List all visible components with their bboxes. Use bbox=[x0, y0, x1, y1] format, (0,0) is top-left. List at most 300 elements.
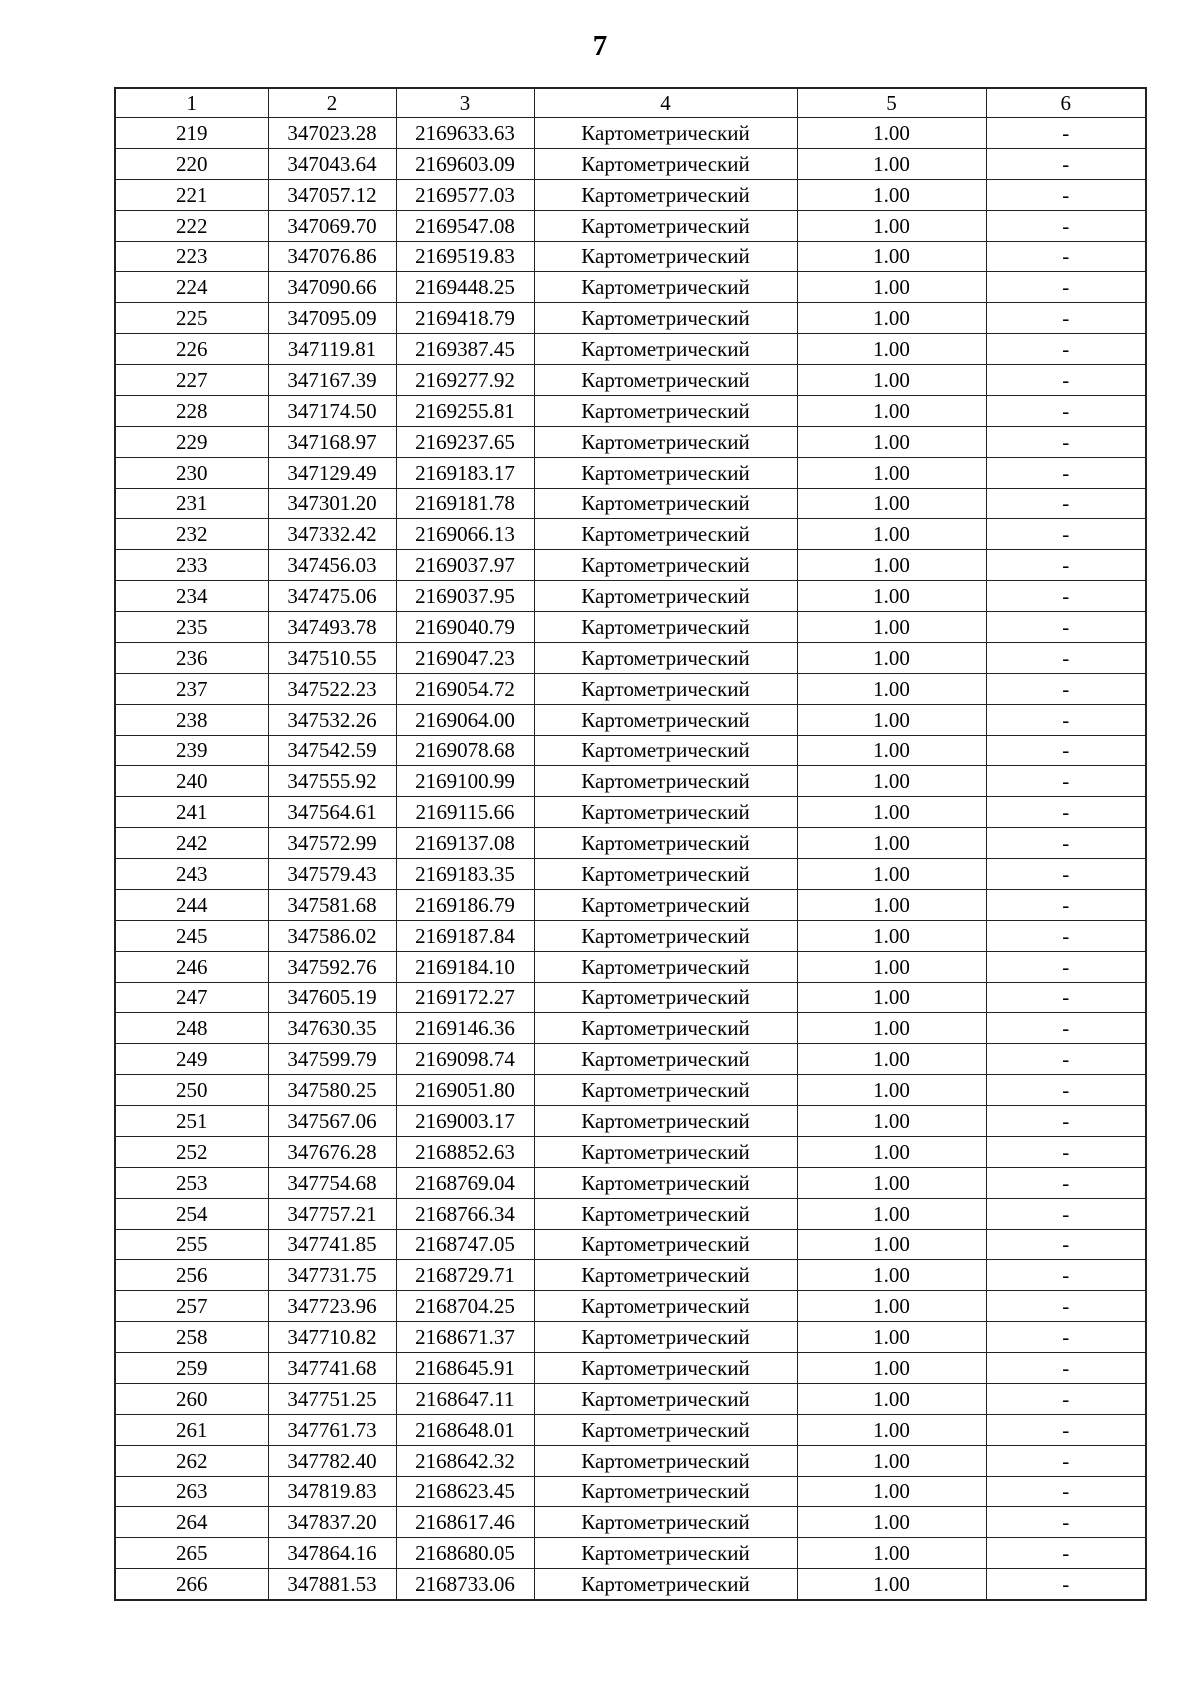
header-cell-col-4: 4 bbox=[534, 88, 797, 118]
cell-method: Картометрический bbox=[534, 797, 797, 828]
table-row bbox=[115, 859, 1146, 890]
cell-method: Картометрический bbox=[534, 581, 797, 612]
cell-point-number: 226 bbox=[115, 334, 268, 365]
cell-coord-y: 2169547.08 bbox=[396, 210, 534, 241]
cell-point-number: 265 bbox=[115, 1538, 268, 1569]
cell-coord-x: 347599.79 bbox=[268, 1044, 396, 1075]
cell-accuracy: 1.00 bbox=[797, 241, 986, 272]
cell-accuracy: 1.00 bbox=[797, 303, 986, 334]
coordinates-table bbox=[114, 87, 1147, 1601]
cell-accuracy: 1.00 bbox=[797, 1167, 986, 1198]
cell-point-number: 237 bbox=[115, 673, 268, 704]
cell-method: Картометрический bbox=[534, 426, 797, 457]
cell-coord-y: 2168623.45 bbox=[396, 1476, 534, 1507]
cell-coord-y: 2169066.13 bbox=[396, 519, 534, 550]
cell-accuracy: 1.00 bbox=[797, 1538, 986, 1569]
cell-note: - bbox=[986, 828, 1146, 859]
cell-note: - bbox=[986, 642, 1146, 673]
cell-method: Картометрический bbox=[534, 673, 797, 704]
table-row bbox=[115, 426, 1146, 457]
cell-note: - bbox=[986, 118, 1146, 149]
table-row bbox=[115, 179, 1146, 210]
cell-accuracy: 1.00 bbox=[797, 1229, 986, 1260]
cell-point-number: 259 bbox=[115, 1353, 268, 1384]
cell-point-number: 223 bbox=[115, 241, 268, 272]
cell-note: - bbox=[986, 241, 1146, 272]
cell-note: - bbox=[986, 951, 1146, 982]
cell-accuracy: 1.00 bbox=[797, 642, 986, 673]
cell-note: - bbox=[986, 982, 1146, 1013]
cell-coord-x: 347741.85 bbox=[268, 1229, 396, 1260]
cell-coord-x: 347761.73 bbox=[268, 1414, 396, 1445]
header-cell-col-6: 6 bbox=[986, 88, 1146, 118]
cell-coord-y: 2169277.92 bbox=[396, 365, 534, 396]
table-row bbox=[115, 1229, 1146, 1260]
cell-method: Картометрический bbox=[534, 1476, 797, 1507]
cell-coord-y: 2169603.09 bbox=[396, 148, 534, 179]
cell-point-number: 249 bbox=[115, 1044, 268, 1075]
cell-coord-y: 2169146.36 bbox=[396, 1013, 534, 1044]
cell-method: Картометрический bbox=[534, 241, 797, 272]
cell-coord-y: 2168680.05 bbox=[396, 1538, 534, 1569]
cell-point-number: 251 bbox=[115, 1106, 268, 1137]
cell-note: - bbox=[986, 179, 1146, 210]
cell-note: - bbox=[986, 1414, 1146, 1445]
cell-coord-x: 347119.81 bbox=[268, 334, 396, 365]
cell-note: - bbox=[986, 1291, 1146, 1322]
cell-accuracy: 1.00 bbox=[797, 519, 986, 550]
cell-method: Картометрический bbox=[534, 210, 797, 241]
cell-coord-y: 2168704.25 bbox=[396, 1291, 534, 1322]
cell-method: Картометрический bbox=[534, 920, 797, 951]
cell-coord-x: 347069.70 bbox=[268, 210, 396, 241]
cell-method: Картометрический bbox=[534, 1383, 797, 1414]
cell-accuracy: 1.00 bbox=[797, 1291, 986, 1322]
cell-accuracy: 1.00 bbox=[797, 704, 986, 735]
table-row bbox=[115, 889, 1146, 920]
cell-method: Картометрический bbox=[534, 1075, 797, 1106]
cell-method: Картометрический bbox=[534, 303, 797, 334]
cell-coord-x: 347572.99 bbox=[268, 828, 396, 859]
cell-coord-x: 347095.09 bbox=[268, 303, 396, 334]
cell-method: Картометрический bbox=[534, 1414, 797, 1445]
header-cell-col-1: 1 bbox=[115, 88, 268, 118]
cell-accuracy: 1.00 bbox=[797, 1507, 986, 1538]
cell-accuracy: 1.00 bbox=[797, 859, 986, 890]
cell-point-number: 256 bbox=[115, 1260, 268, 1291]
cell-coord-x: 347881.53 bbox=[268, 1569, 396, 1600]
header-cell-col-2: 2 bbox=[268, 88, 396, 118]
cell-note: - bbox=[986, 272, 1146, 303]
cell-accuracy: 1.00 bbox=[797, 735, 986, 766]
cell-coord-y: 2168647.11 bbox=[396, 1383, 534, 1414]
cell-note: - bbox=[986, 1476, 1146, 1507]
cell-accuracy: 1.00 bbox=[797, 1414, 986, 1445]
cell-coord-x: 347710.82 bbox=[268, 1322, 396, 1353]
cell-coord-y: 2169187.84 bbox=[396, 920, 534, 951]
cell-coord-x: 347475.06 bbox=[268, 581, 396, 612]
header-cell-col-5: 5 bbox=[797, 88, 986, 118]
cell-coord-y: 2169237.65 bbox=[396, 426, 534, 457]
cell-point-number: 232 bbox=[115, 519, 268, 550]
cell-point-number: 243 bbox=[115, 859, 268, 890]
cell-method: Картометрический bbox=[534, 859, 797, 890]
cell-coord-x: 347605.19 bbox=[268, 982, 396, 1013]
cell-coord-x: 347757.21 bbox=[268, 1198, 396, 1229]
cell-coord-y: 2169098.74 bbox=[396, 1044, 534, 1075]
cell-point-number: 252 bbox=[115, 1136, 268, 1167]
cell-accuracy: 1.00 bbox=[797, 673, 986, 704]
cell-note: - bbox=[986, 1507, 1146, 1538]
cell-method: Картометрический bbox=[534, 118, 797, 149]
cell-note: - bbox=[986, 426, 1146, 457]
cell-accuracy: 1.00 bbox=[797, 1476, 986, 1507]
header-cell-col-3: 3 bbox=[396, 88, 534, 118]
cell-note: - bbox=[986, 920, 1146, 951]
cell-point-number: 219 bbox=[115, 118, 268, 149]
cell-note: - bbox=[986, 1167, 1146, 1198]
cell-coord-x: 347731.75 bbox=[268, 1260, 396, 1291]
cell-method: Картометрический bbox=[534, 1167, 797, 1198]
table-row bbox=[115, 1322, 1146, 1353]
cell-coord-y: 2169186.79 bbox=[396, 889, 534, 920]
cell-note: - bbox=[986, 1260, 1146, 1291]
cell-method: Картометрический bbox=[534, 1229, 797, 1260]
table-body bbox=[115, 118, 1146, 1601]
table-row bbox=[115, 1353, 1146, 1384]
cell-accuracy: 1.00 bbox=[797, 1353, 986, 1384]
cell-accuracy: 1.00 bbox=[797, 426, 986, 457]
cell-accuracy: 1.00 bbox=[797, 457, 986, 488]
cell-note: - bbox=[986, 550, 1146, 581]
cell-accuracy: 1.00 bbox=[797, 179, 986, 210]
cell-accuracy: 1.00 bbox=[797, 1322, 986, 1353]
cell-method: Картометрический bbox=[534, 1013, 797, 1044]
cell-coord-x: 347581.68 bbox=[268, 889, 396, 920]
header-row bbox=[115, 88, 1146, 118]
table-row bbox=[115, 303, 1146, 334]
cell-note: - bbox=[986, 704, 1146, 735]
cell-coord-y: 2169047.23 bbox=[396, 642, 534, 673]
table-row bbox=[115, 673, 1146, 704]
cell-accuracy: 1.00 bbox=[797, 1260, 986, 1291]
cell-point-number: 228 bbox=[115, 395, 268, 426]
cell-point-number: 224 bbox=[115, 272, 268, 303]
table-row bbox=[115, 1106, 1146, 1137]
cell-point-number: 264 bbox=[115, 1507, 268, 1538]
cell-accuracy: 1.00 bbox=[797, 395, 986, 426]
table-header bbox=[115, 88, 1146, 118]
cell-point-number: 253 bbox=[115, 1167, 268, 1198]
table-row bbox=[115, 1075, 1146, 1106]
cell-accuracy: 1.00 bbox=[797, 148, 986, 179]
cell-note: - bbox=[986, 148, 1146, 179]
table-row bbox=[115, 642, 1146, 673]
cell-point-number: 246 bbox=[115, 951, 268, 982]
cell-coord-y: 2169448.25 bbox=[396, 272, 534, 303]
cell-point-number: 234 bbox=[115, 581, 268, 612]
cell-note: - bbox=[986, 457, 1146, 488]
cell-note: - bbox=[986, 488, 1146, 519]
cell-method: Картометрический bbox=[534, 519, 797, 550]
cell-accuracy: 1.00 bbox=[797, 1569, 986, 1600]
cell-coord-y: 2168671.37 bbox=[396, 1322, 534, 1353]
table-row bbox=[115, 519, 1146, 550]
cell-accuracy: 1.00 bbox=[797, 1013, 986, 1044]
cell-method: Картометрический bbox=[534, 1445, 797, 1476]
table-row bbox=[115, 1383, 1146, 1414]
table-row bbox=[115, 704, 1146, 735]
cell-method: Картометрический bbox=[534, 148, 797, 179]
cell-accuracy: 1.00 bbox=[797, 1383, 986, 1414]
cell-method: Картометрический bbox=[534, 642, 797, 673]
cell-note: - bbox=[986, 889, 1146, 920]
cell-coord-x: 347510.55 bbox=[268, 642, 396, 673]
cell-coord-x: 347782.40 bbox=[268, 1445, 396, 1476]
cell-coord-y: 2169418.79 bbox=[396, 303, 534, 334]
cell-note: - bbox=[986, 1383, 1146, 1414]
cell-coord-x: 347751.25 bbox=[268, 1383, 396, 1414]
cell-accuracy: 1.00 bbox=[797, 488, 986, 519]
cell-note: - bbox=[986, 334, 1146, 365]
cell-coord-x: 347579.43 bbox=[268, 859, 396, 890]
cell-coord-x: 347174.50 bbox=[268, 395, 396, 426]
cell-coord-y: 2169255.81 bbox=[396, 395, 534, 426]
cell-point-number: 255 bbox=[115, 1229, 268, 1260]
cell-method: Картометрический bbox=[534, 1198, 797, 1229]
cell-method: Картометрический bbox=[534, 735, 797, 766]
cell-accuracy: 1.00 bbox=[797, 581, 986, 612]
table-row bbox=[115, 1445, 1146, 1476]
cell-note: - bbox=[986, 766, 1146, 797]
table-row bbox=[115, 241, 1146, 272]
cell-coord-y: 2169037.95 bbox=[396, 581, 534, 612]
cell-method: Картометрический bbox=[534, 1291, 797, 1322]
cell-coord-x: 347630.35 bbox=[268, 1013, 396, 1044]
cell-coord-y: 2169003.17 bbox=[396, 1106, 534, 1137]
cell-method: Картометрический bbox=[534, 1322, 797, 1353]
cell-point-number: 263 bbox=[115, 1476, 268, 1507]
cell-coord-x: 347532.26 bbox=[268, 704, 396, 735]
table-row bbox=[115, 118, 1146, 149]
cell-point-number: 220 bbox=[115, 148, 268, 179]
cell-coord-x: 347023.28 bbox=[268, 118, 396, 149]
cell-method: Картометрический bbox=[534, 1538, 797, 1569]
cell-point-number: 229 bbox=[115, 426, 268, 457]
cell-coord-x: 347057.12 bbox=[268, 179, 396, 210]
cell-coord-x: 347043.64 bbox=[268, 148, 396, 179]
cell-method: Картометрический bbox=[534, 488, 797, 519]
cell-point-number: 238 bbox=[115, 704, 268, 735]
table-row bbox=[115, 365, 1146, 396]
cell-coord-x: 347819.83 bbox=[268, 1476, 396, 1507]
cell-method: Картометрический bbox=[534, 1569, 797, 1600]
table-row bbox=[115, 828, 1146, 859]
cell-method: Картометрический bbox=[534, 766, 797, 797]
cell-accuracy: 1.00 bbox=[797, 272, 986, 303]
cell-accuracy: 1.00 bbox=[797, 118, 986, 149]
cell-coord-x: 347741.68 bbox=[268, 1353, 396, 1384]
cell-method: Картометрический bbox=[534, 395, 797, 426]
cell-point-number: 244 bbox=[115, 889, 268, 920]
cell-note: - bbox=[986, 1322, 1146, 1353]
cell-note: - bbox=[986, 1538, 1146, 1569]
table-row bbox=[115, 1569, 1146, 1600]
table-row bbox=[115, 148, 1146, 179]
cell-coord-x: 347090.66 bbox=[268, 272, 396, 303]
cell-coord-y: 2168747.05 bbox=[396, 1229, 534, 1260]
cell-coord-x: 347592.76 bbox=[268, 951, 396, 982]
cell-point-number: 230 bbox=[115, 457, 268, 488]
table-row bbox=[115, 1260, 1146, 1291]
cell-coord-x: 347564.61 bbox=[268, 797, 396, 828]
cell-coord-y: 2169040.79 bbox=[396, 612, 534, 643]
table-row bbox=[115, 488, 1146, 519]
cell-coord-x: 347864.16 bbox=[268, 1538, 396, 1569]
cell-method: Картометрический bbox=[534, 828, 797, 859]
cell-coord-y: 2169037.97 bbox=[396, 550, 534, 581]
cell-note: - bbox=[986, 1198, 1146, 1229]
table-row bbox=[115, 766, 1146, 797]
cell-note: - bbox=[986, 581, 1146, 612]
cell-note: - bbox=[986, 1075, 1146, 1106]
cell-method: Картометрический bbox=[534, 1106, 797, 1137]
cell-accuracy: 1.00 bbox=[797, 1445, 986, 1476]
cell-accuracy: 1.00 bbox=[797, 828, 986, 859]
cell-note: - bbox=[986, 673, 1146, 704]
cell-method: Картометрический bbox=[534, 1136, 797, 1167]
table-row bbox=[115, 1538, 1146, 1569]
cell-point-number: 239 bbox=[115, 735, 268, 766]
cell-point-number: 254 bbox=[115, 1198, 268, 1229]
cell-coord-x: 347301.20 bbox=[268, 488, 396, 519]
cell-note: - bbox=[986, 1353, 1146, 1384]
table-row bbox=[115, 550, 1146, 581]
cell-coord-y: 2169115.66 bbox=[396, 797, 534, 828]
cell-note: - bbox=[986, 1106, 1146, 1137]
cell-coord-y: 2168648.01 bbox=[396, 1414, 534, 1445]
cell-coord-x: 347580.25 bbox=[268, 1075, 396, 1106]
table-row bbox=[115, 395, 1146, 426]
cell-accuracy: 1.00 bbox=[797, 612, 986, 643]
cell-coord-x: 347555.92 bbox=[268, 766, 396, 797]
cell-accuracy: 1.00 bbox=[797, 334, 986, 365]
cell-note: - bbox=[986, 1445, 1146, 1476]
cell-point-number: 262 bbox=[115, 1445, 268, 1476]
table-row bbox=[115, 1044, 1146, 1075]
cell-accuracy: 1.00 bbox=[797, 1106, 986, 1137]
cell-note: - bbox=[986, 303, 1146, 334]
cell-note: - bbox=[986, 519, 1146, 550]
cell-coord-x: 347168.97 bbox=[268, 426, 396, 457]
cell-note: - bbox=[986, 735, 1146, 766]
cell-coord-y: 2168617.46 bbox=[396, 1507, 534, 1538]
cell-method: Картометрический bbox=[534, 365, 797, 396]
cell-point-number: 258 bbox=[115, 1322, 268, 1353]
cell-coord-x: 347456.03 bbox=[268, 550, 396, 581]
cell-coord-y: 2169181.78 bbox=[396, 488, 534, 519]
cell-method: Картометрический bbox=[534, 457, 797, 488]
cell-note: - bbox=[986, 395, 1146, 426]
cell-point-number: 241 bbox=[115, 797, 268, 828]
cell-coord-x: 347493.78 bbox=[268, 612, 396, 643]
cell-note: - bbox=[986, 612, 1146, 643]
cell-coord-y: 2169064.00 bbox=[396, 704, 534, 735]
cell-coord-x: 347167.39 bbox=[268, 365, 396, 396]
cell-coord-y: 2169387.45 bbox=[396, 334, 534, 365]
cell-point-number: 222 bbox=[115, 210, 268, 241]
table-row bbox=[115, 1291, 1146, 1322]
cell-coord-y: 2169100.99 bbox=[396, 766, 534, 797]
table-row bbox=[115, 982, 1146, 1013]
table-row bbox=[115, 1507, 1146, 1538]
cell-note: - bbox=[986, 1044, 1146, 1075]
cell-coord-y: 2168729.71 bbox=[396, 1260, 534, 1291]
cell-accuracy: 1.00 bbox=[797, 951, 986, 982]
cell-note: - bbox=[986, 1136, 1146, 1167]
cell-accuracy: 1.00 bbox=[797, 1136, 986, 1167]
cell-coord-y: 2168733.06 bbox=[396, 1569, 534, 1600]
cell-method: Картометрический bbox=[534, 704, 797, 735]
cell-note: - bbox=[986, 1569, 1146, 1600]
table-row bbox=[115, 210, 1146, 241]
cell-method: Картометрический bbox=[534, 1260, 797, 1291]
cell-accuracy: 1.00 bbox=[797, 210, 986, 241]
table-row bbox=[115, 581, 1146, 612]
table-row bbox=[115, 1198, 1146, 1229]
table-row bbox=[115, 1136, 1146, 1167]
cell-point-number: 235 bbox=[115, 612, 268, 643]
cell-coord-x: 347676.28 bbox=[268, 1136, 396, 1167]
cell-accuracy: 1.00 bbox=[797, 982, 986, 1013]
cell-coord-x: 347567.06 bbox=[268, 1106, 396, 1137]
cell-accuracy: 1.00 bbox=[797, 889, 986, 920]
cell-method: Картометрический bbox=[534, 889, 797, 920]
cell-coord-x: 347522.23 bbox=[268, 673, 396, 704]
cell-point-number: 233 bbox=[115, 550, 268, 581]
cell-coord-y: 2168642.32 bbox=[396, 1445, 534, 1476]
cell-point-number: 261 bbox=[115, 1414, 268, 1445]
cell-note: - bbox=[986, 365, 1146, 396]
cell-coord-x: 347542.59 bbox=[268, 735, 396, 766]
cell-accuracy: 1.00 bbox=[797, 797, 986, 828]
cell-accuracy: 1.00 bbox=[797, 1075, 986, 1106]
cell-coord-y: 2168769.04 bbox=[396, 1167, 534, 1198]
cell-method: Картометрический bbox=[534, 951, 797, 982]
cell-method: Картометрический bbox=[534, 1353, 797, 1384]
cell-method: Картометрический bbox=[534, 272, 797, 303]
cell-coord-y: 2169183.35 bbox=[396, 859, 534, 890]
cell-point-number: 266 bbox=[115, 1569, 268, 1600]
cell-point-number: 236 bbox=[115, 642, 268, 673]
cell-coord-y: 2169078.68 bbox=[396, 735, 534, 766]
cell-point-number: 260 bbox=[115, 1383, 268, 1414]
cell-accuracy: 1.00 bbox=[797, 920, 986, 951]
cell-method: Картометрический bbox=[534, 982, 797, 1013]
cell-point-number: 231 bbox=[115, 488, 268, 519]
cell-method: Картометрический bbox=[534, 550, 797, 581]
cell-coord-y: 2169633.63 bbox=[396, 118, 534, 149]
cell-coord-y: 2168766.34 bbox=[396, 1198, 534, 1229]
cell-coord-y: 2169577.03 bbox=[396, 179, 534, 210]
table-row bbox=[115, 951, 1146, 982]
cell-coord-y: 2169184.10 bbox=[396, 951, 534, 982]
table-row bbox=[115, 334, 1146, 365]
cell-coord-y: 2169137.08 bbox=[396, 828, 534, 859]
cell-method: Картометрический bbox=[534, 179, 797, 210]
cell-coord-y: 2169172.27 bbox=[396, 982, 534, 1013]
cell-note: - bbox=[986, 210, 1146, 241]
